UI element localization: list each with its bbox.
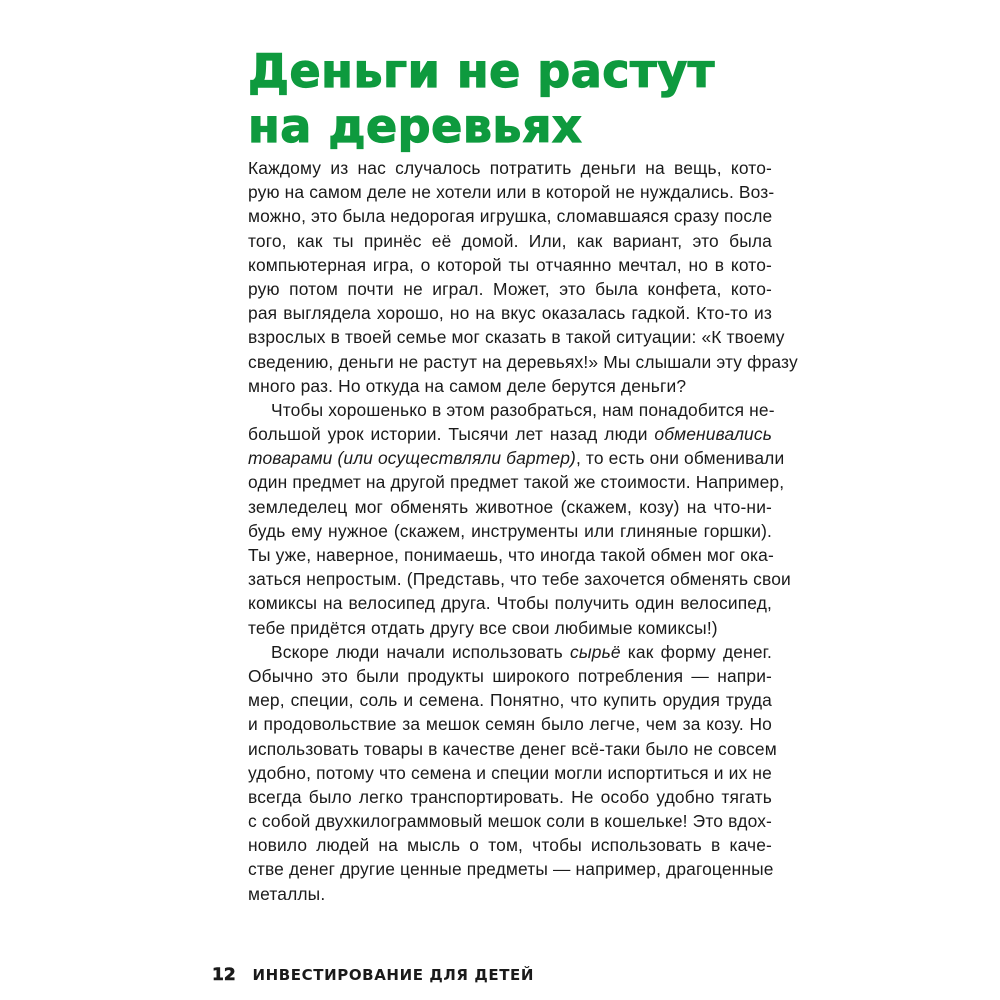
running-title: ИНВЕСТИРОВАНИЕ ДЛЯ ДЕТЕЙ (252, 966, 535, 984)
text-line: тебе придётся отдать другу все свои любимые комиксы!) (248, 617, 718, 638)
text-line: новило людей на мысль о том, чтобы использовать в каче- (248, 835, 772, 856)
text-line: большой урок истории. Тысячи лет назад люди обменивались (248, 424, 772, 445)
text-line: много раз. Но откуда на самом деле берутся деньги? (248, 375, 687, 396)
text-line: Каждому из нас случалось потратить деньги на вещь, кото- (248, 158, 772, 178)
paragraph (248, 398, 791, 640)
text-line: взрослых в твоей семье мог сказать в такой ситуации: «К твоему (248, 327, 785, 348)
text-line: с собой двухкилограммовый мешок соли в кошельке! Это вдох- (248, 811, 772, 832)
text-line: рую потом почти не играл. Может, это была конфета, кото- (248, 278, 772, 299)
text-line: рая выглядела хорошо, но на вкус оказалась гадкой. Кто-то из (248, 303, 772, 324)
text-line: Ты уже, наверное, понимаешь, что иногда такой обмен мог ока- (248, 545, 774, 565)
emphasis-text: обменивались (654, 424, 772, 445)
chapter-title-line-1: Деньги не растут (248, 44, 715, 98)
chapter-title-line-2: на деревьях (248, 99, 583, 153)
text-line: Обычно это были продукты широкого потребления — напри- (248, 665, 772, 686)
text-line: компьютерная игра, о которой ты отчаянно мечтал, но в кото- (248, 254, 772, 275)
text-line: стве денег другие ценные предметы — например, драгоценные (248, 859, 774, 880)
text-line: Чтобы хорошенько в этом разобраться, нам понадобится не- (271, 399, 775, 420)
paragraph (248, 156, 798, 398)
body-text (248, 156, 798, 906)
text-line: товарами (или осуществляли бартер), то есть они обменивали (248, 448, 785, 469)
text-line: рую на самом деле не хотели или в которой не нуждались. Воз- (248, 182, 775, 203)
paragraph (248, 640, 777, 906)
text-line: удобно, потому что семена и специи могли испортиться и их не (248, 762, 772, 783)
text-line: использовать товары в качестве денег всё-таки было не совсем (248, 738, 777, 759)
chapter-title (248, 44, 808, 154)
text-line: всегда было легко транспортировать. Не особо удобно тягать (248, 786, 772, 807)
text-line: комиксы на велосипед друга. Чтобы получить один велосипед, (248, 593, 772, 614)
text-line: и продовольствие за мешок семян было легче, чем за козу. Но (248, 714, 772, 735)
text-line: Вскоре люди начали использовать сырьё как форму денег. (271, 641, 772, 662)
text-line: один предмет на другой предмет такой же стоимости. Например, (248, 472, 785, 493)
text-line: можно, это была недорогая игрушка, сломавшаяся сразу после (248, 206, 773, 227)
text-line: будь ему нужное (скажем, инструменты или глиняные горшки). (248, 520, 772, 541)
page-number: 12 (212, 965, 236, 985)
page-footer (212, 964, 534, 986)
text-line: металлы. (248, 883, 326, 904)
emphasis-text: товарами (или осуществляли бартер) (248, 448, 576, 469)
text-line: заться непростым. (Представь, что тебе захочется обменять свои (248, 569, 791, 590)
text-line: сведению, деньги не растут на деревьях!» Мы слышали эту фразу (248, 351, 798, 372)
text-line: мер, специи, соль и семена. Понятно, что купить орудия труда (248, 690, 772, 711)
emphasis-text: сырьё (569, 641, 621, 662)
text-line: земледелец мог обменять животное (скажем, козу) на что-ни- (248, 496, 772, 517)
text-line: того, как ты принёс её домой. Или, как вариант, это была (248, 230, 772, 251)
